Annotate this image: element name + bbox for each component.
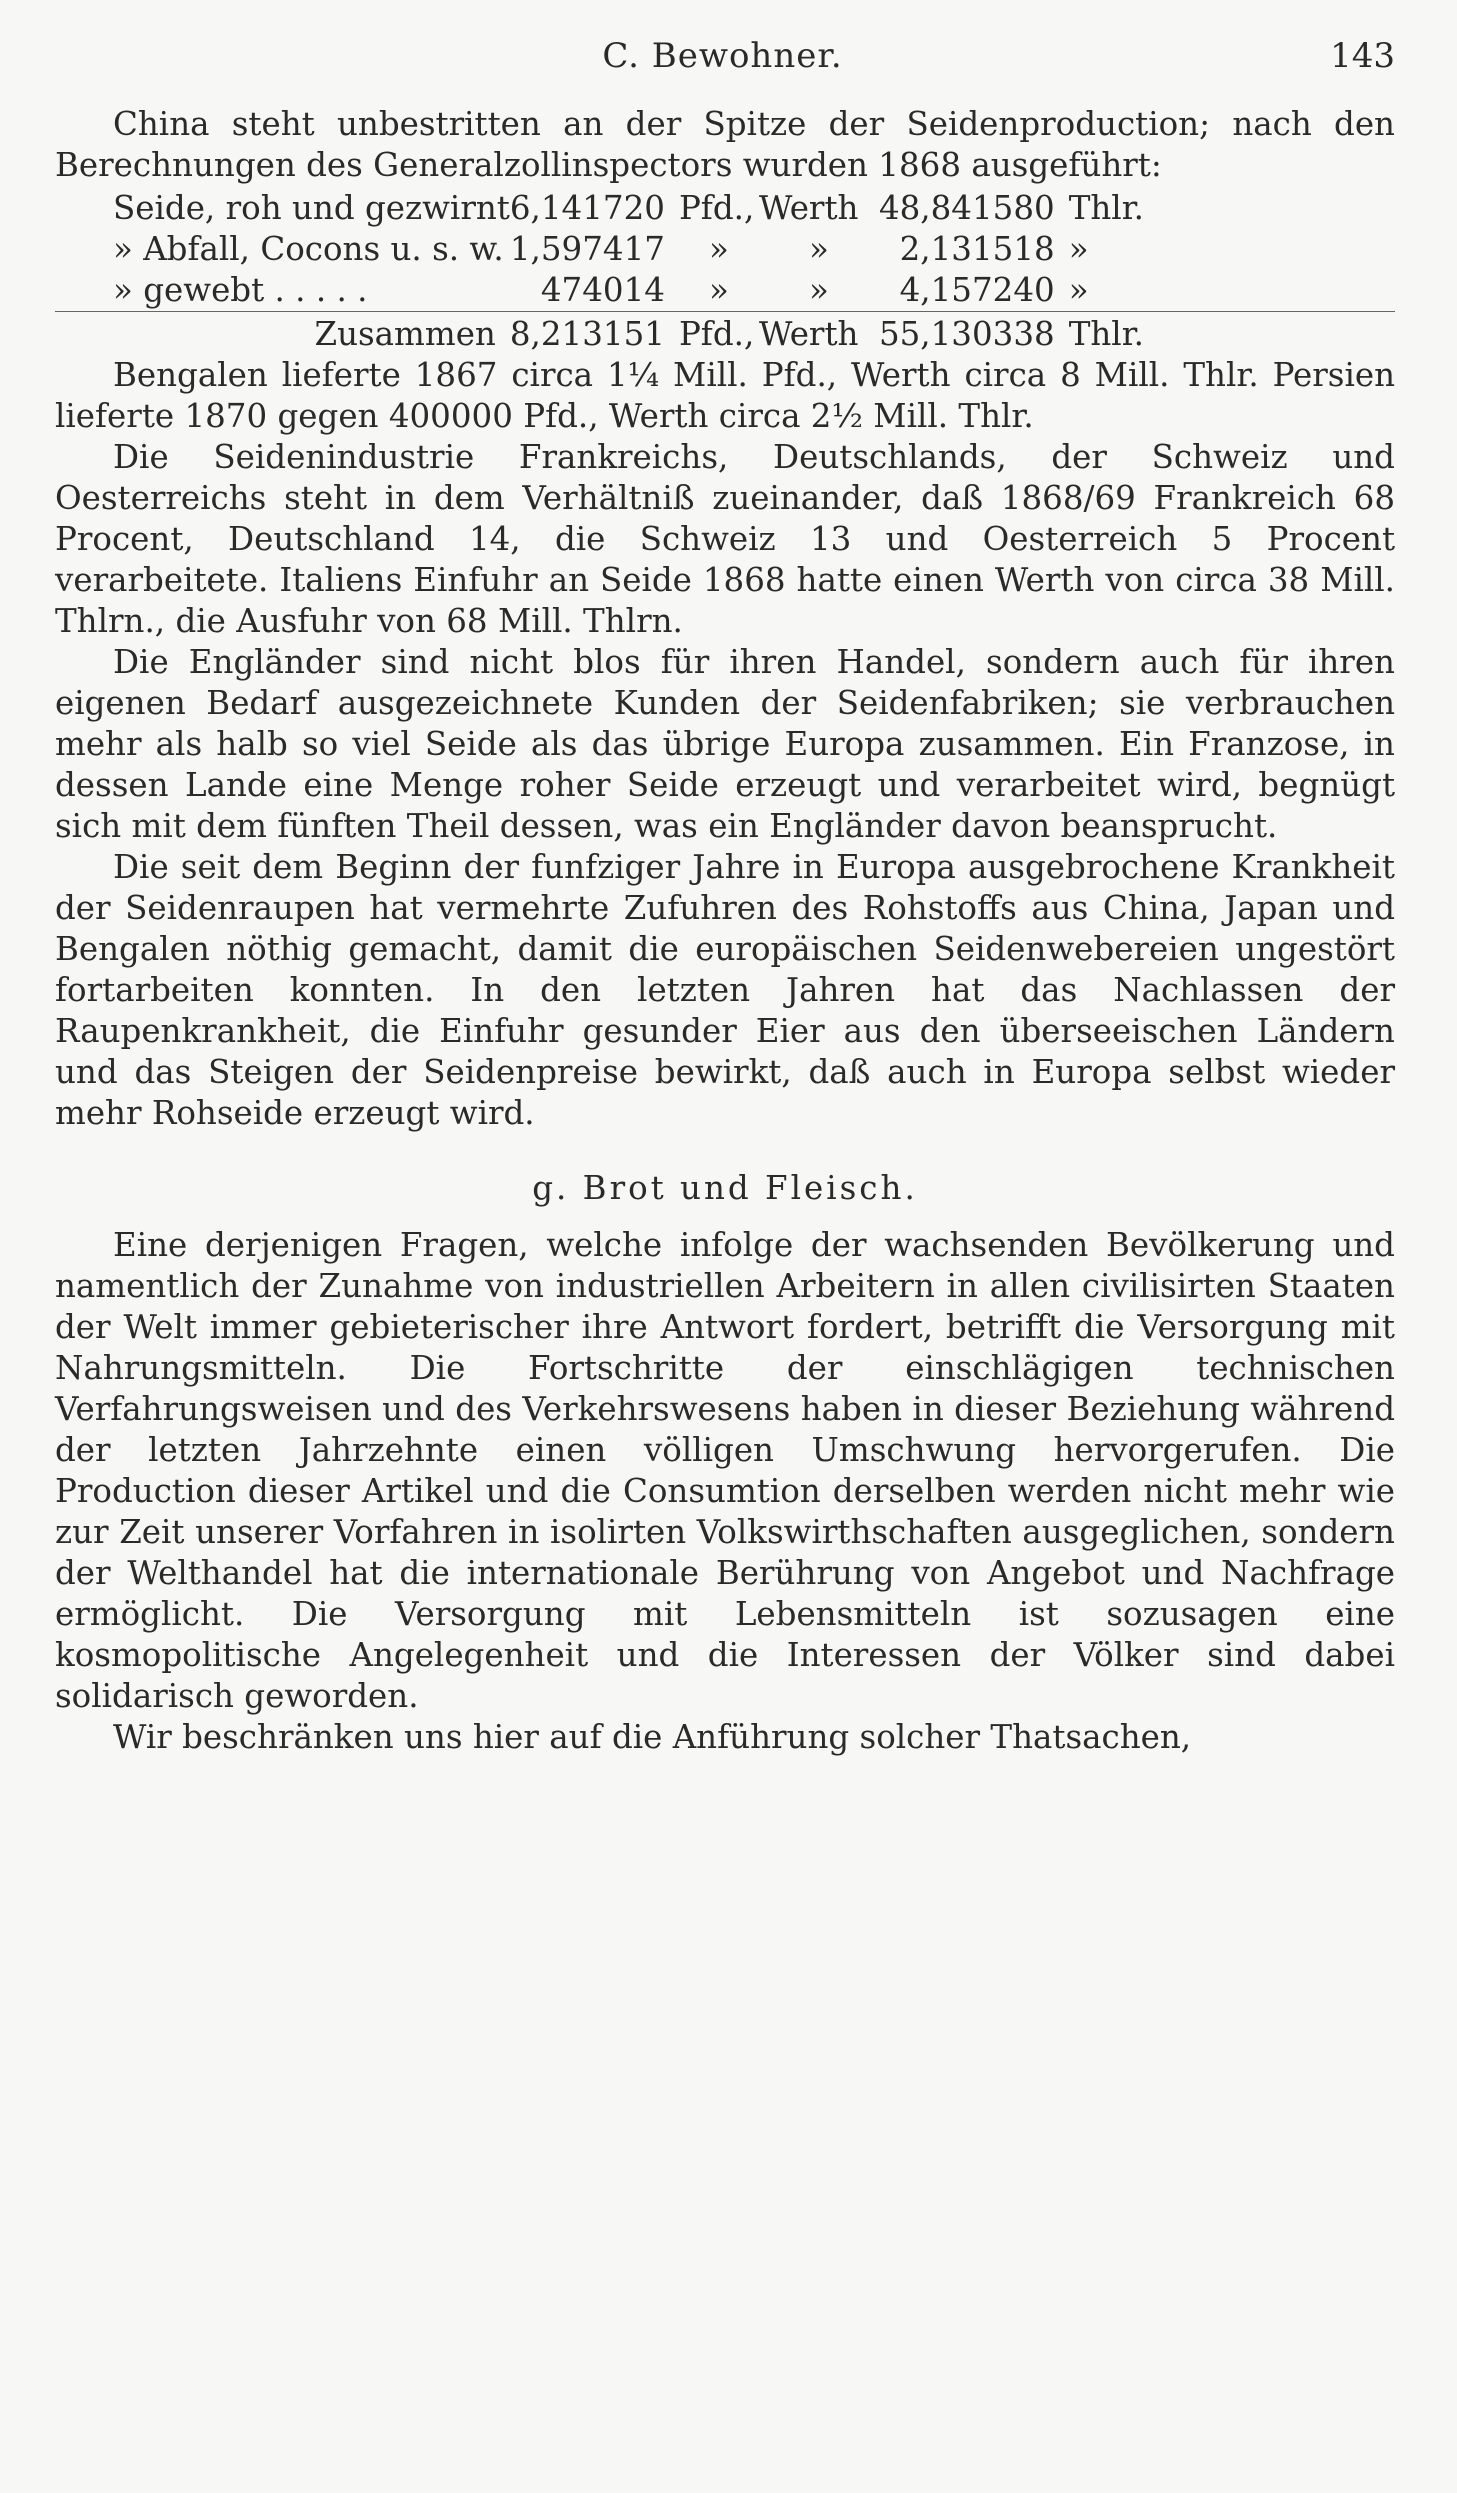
row-unit: »: [708, 271, 729, 309]
table-total-row: [55, 312, 1395, 356]
running-title: C. Bewohner.: [602, 36, 843, 76]
row-label: » gewebt . . . . .: [113, 271, 368, 309]
row-currency: »: [1068, 230, 1089, 268]
paragraph-english: Die Engländer sind nicht blos für ihren Handel, sondern auch für ihren eigenen Bedarf ausgezeichnete Kunden der Seidenfabriken; sie verbrauchen mehr als halb so viel Seide als das übrige Europa zusammen. Ein Franzose, in dessen Lande eine Menge roher Seide erzeugt und verarbeitet wird, begnügt sich mit dem fünften Theil dessen, was ein Engländer davon beansprucht.: [55, 643, 1395, 845]
row-currency: »: [1068, 271, 1089, 309]
row-quantity: 6,141720: [509, 189, 665, 227]
row-currency: Thlr.: [1068, 189, 1145, 227]
total-value-word: Werth: [759, 312, 879, 356]
row-value-word: Werth: [758, 189, 859, 227]
row-label: » Abfall, Cocons u. s. w.: [113, 230, 504, 268]
row-value-word: »: [808, 230, 829, 268]
body-text: [55, 104, 1395, 1758]
section-heading: g. Brot und Fleisch.: [532, 1169, 918, 1207]
total-label: Zusammen: [55, 312, 510, 356]
total-value: 55,130338: [879, 312, 1069, 356]
row-value: 2,131518: [899, 230, 1055, 268]
silk-export-table: [55, 188, 1395, 355]
row-quantity: 1,597417: [509, 230, 665, 268]
row-value: 48,841580: [878, 189, 1055, 227]
row-unit: Pfd.,: [678, 189, 755, 227]
row-quantity: 474014: [540, 271, 665, 309]
paragraph-food-supply: Eine derjenigen Fragen, welche infolge der wachsenden Bevölkerung und namentlich der Zunahme von industriellen Arbeitern in allen civilisirten Staaten der Welt immer gebieterischer ihre Antwort fordert, betrifft die Versorgung mit Nahrungsmitteln. Die Fortschritte der einschlägigen technischen Verfahrungsweisen und des Verkehrswesens haben in dieser Beziehung während der letzten Jahrzehnte einen völligen Umschwung hervorgerufen. Die Production dieser Artikel und die Consumtion derselben werden nicht mehr wie zur Zeit unserer Vorfahren in isolirten Volkswirthschaften ausgeglichen, sondern der Welthandel hat die internationale Berührung von Angebot und Nachfrage ermöglicht. Die Versorgung mit Lebensmitteln ist sozusagen eine kosmopolitische Angelegenheit und die Interessen der Völker sind dabei solidarisch geworden.: [55, 1226, 1395, 1715]
page-header: [50, 36, 1395, 86]
total-currency: Thlr.: [1069, 312, 1395, 356]
table-row: [55, 188, 1395, 229]
row-value: 4,157240: [899, 271, 1055, 309]
total-unit: Pfd.,: [679, 312, 759, 356]
paragraph-silk-industry: Die Seidenindustrie Frankreichs, Deutschlands, der Schweiz und Oesterreichs steht in dem Verhältniß zueinander, daß 1868/69 Frankreich 68 Procent, Deutschland 14, die Schweiz 13 und Oesterreich 5 Procent verarbeitete. Italiens Einfuhr an Seide 1868 hatte einen Werth von circa 38 Mill. Thlrn., die Ausfuhr von 68 Mill. Thlrn.: [55, 438, 1395, 640]
total-quantity: 8,213151: [510, 312, 679, 356]
row-value-word: »: [808, 271, 829, 309]
table-row: [55, 229, 1395, 270]
table-row: [55, 270, 1395, 312]
paragraph-intro: China steht unbestritten an der Spitze der Seidenproduction; nach den Berechnungen des Generalzollinspectors wurden 1868 ausgeführt:: [55, 105, 1395, 184]
row-label: Seide, roh und gezwirnt: [113, 189, 510, 227]
page-number: 143: [1330, 36, 1395, 76]
paragraph-bengal-persia: Bengalen lieferte 1867 circa 1¼ Mill. Pfd., Werth circa 8 Mill. Thlr. Persien lieferte 1870 gegen 400000 Pfd., Werth circa 2½ Mill. Thlr.: [55, 356, 1395, 435]
paragraph-silkworm-disease: Die seit dem Beginn der funfziger Jahre in Europa ausgebrochene Krankheit der Seidenraupen hat vermehrte Zufuhren des Rohstoffs aus China, Japan und Bengalen nöthig gemacht, damit die europäischen Seidenwebereien ungestört fortarbeiten konnten. In den letzten Jahren hat das Nachlassen der Raupenkrankheit, die Einfuhr gesunder Eier aus den überseeischen Ländern und das Steigen der Seidenpreise bewirkt, daß auch in Europa selbst wieder mehr Rohseide erzeugt wird.: [55, 848, 1395, 1132]
paragraph-closing: Wir beschränken uns hier auf die Anführung solcher Thatsachen,: [113, 1718, 1192, 1756]
row-unit: »: [708, 230, 729, 268]
